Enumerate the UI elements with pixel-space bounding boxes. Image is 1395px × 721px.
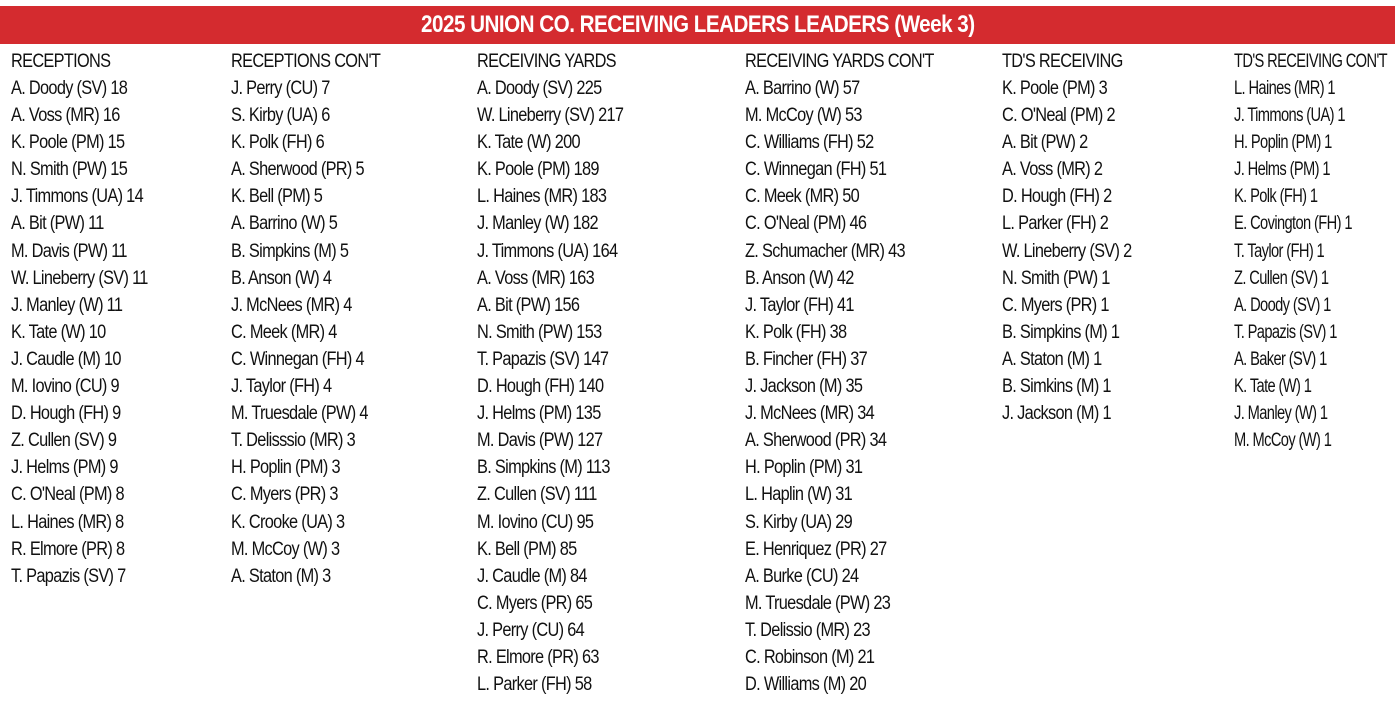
list-item: C. Myers (PR) 3 xyxy=(231,484,338,506)
list-item: Z. Cullen (SV) 1 xyxy=(1234,267,1329,289)
leader-list xyxy=(745,75,934,698)
list-item: B. Simkins (M) 1 xyxy=(1002,376,1111,398)
list-item: J. Timmons (UA) 14 xyxy=(11,186,143,208)
page-title: 2025 UNION CO. RECEIVING LEADERS LEADERS (Week 3) xyxy=(420,11,975,38)
receptions-continued-column xyxy=(231,48,380,590)
list-item: S. Kirby (UA) 29 xyxy=(745,511,853,533)
list-item: S. Kirby (UA) 6 xyxy=(231,105,330,127)
list-item: J. Taylor (FH) 41 xyxy=(745,294,854,316)
list-item: H. Poplin (PM) 31 xyxy=(745,457,863,479)
list-item: A. Burke (CU) 24 xyxy=(745,565,859,587)
list-item: E. Covington (FH) 1 xyxy=(1234,213,1352,235)
list-item: J. McNees (MR) 34 xyxy=(745,403,875,425)
list-item: C. O'Neal (PM) 46 xyxy=(745,213,867,235)
leader-list xyxy=(1234,75,1387,454)
list-item: M. McCoy (W) 3 xyxy=(231,538,340,560)
receiving-yards-continued-column xyxy=(745,48,934,698)
list-item: T. Taylor (FH) 1 xyxy=(1234,240,1325,262)
list-item: H. Poplin (PM) 1 xyxy=(1234,132,1332,154)
list-item: J. Perry (CU) 64 xyxy=(477,619,585,641)
column-header: TD'S RECEIVING xyxy=(1002,51,1123,72)
leader-list xyxy=(231,75,380,590)
list-item: W. Lineberry (SV) 217 xyxy=(477,105,624,127)
list-item: T. Papazis (SV) 147 xyxy=(477,348,609,370)
list-item: D. Hough (FH) 9 xyxy=(11,403,121,425)
list-item: K. Tate (W) 10 xyxy=(11,321,106,343)
list-item: T. Papazis (SV) 1 xyxy=(1234,321,1337,343)
list-item: A. Staton (M) 3 xyxy=(231,565,331,587)
list-item: K. Polk (FH) 38 xyxy=(745,321,847,343)
list-item: J. Jackson (M) 1 xyxy=(1002,403,1111,425)
list-item: A. Baker (SV) 1 xyxy=(1234,348,1327,370)
leader-list xyxy=(11,75,148,590)
list-item: B. Simpkins (M) 113 xyxy=(477,457,610,479)
list-item: L. Haplin (W) 31 xyxy=(745,484,853,506)
list-item: C. Winnegan (FH) 4 xyxy=(231,348,364,370)
column-header: RECEIVING YARDS CON'T xyxy=(745,51,934,72)
list-item: C. Robinson (M) 21 xyxy=(745,646,875,668)
list-item: R. Elmore (PR) 63 xyxy=(477,646,599,668)
list-item: C. Myers (PR) 65 xyxy=(477,592,593,614)
column-header: RECEPTIONS xyxy=(11,51,111,72)
list-item: K. Polk (FH) 1 xyxy=(1234,186,1318,208)
list-item: J. Manley (W) 182 xyxy=(477,213,598,235)
td-receiving-continued-column xyxy=(1234,48,1387,454)
list-item: A. Bit (PW) 11 xyxy=(11,213,104,235)
list-item: L. Parker (FH) 2 xyxy=(1002,213,1109,235)
list-item: B. Simpkins (M) 1 xyxy=(1002,321,1120,343)
list-item: W. Lineberry (SV) 2 xyxy=(1002,240,1132,262)
list-item: M. Truesdale (PW) 23 xyxy=(745,592,891,614)
list-item: M. Truesdale (PW) 4 xyxy=(231,403,368,425)
list-item: W. Lineberry (SV) 11 xyxy=(11,267,148,289)
leader-list xyxy=(1002,75,1131,427)
column-header: RECEPTIONS CON'T xyxy=(231,51,381,72)
list-item: A. Doody (SV) 18 xyxy=(11,78,128,99)
list-item: K. Poole (PM) 3 xyxy=(1002,78,1108,99)
list-item: K. Bell (PM) 5 xyxy=(231,186,323,208)
list-item: M. McCoy (W) 53 xyxy=(745,105,862,127)
list-item: A. Barrino (W) 5 xyxy=(231,213,338,235)
list-item: H. Poplin (PM) 3 xyxy=(231,457,340,479)
receiving-yards-column xyxy=(477,48,623,698)
list-item: J. Manley (W) 1 xyxy=(1234,403,1328,425)
list-item: L. Haines (MR) 8 xyxy=(11,511,124,533)
list-item: L. Haines (MR) 183 xyxy=(477,186,607,208)
list-item: J. Caudle (M) 10 xyxy=(11,348,121,370)
list-item: T. Papazis (SV) 7 xyxy=(11,565,126,587)
list-item: A. Sherwood (PR) 5 xyxy=(231,159,364,181)
list-item: C. O'Neal (PM) 2 xyxy=(1002,105,1115,127)
list-item: A. Bit (PW) 2 xyxy=(1002,132,1088,154)
list-item: D. Hough (FH) 140 xyxy=(477,376,604,398)
list-item: M. Davis (PW) 11 xyxy=(11,240,127,262)
list-item: J. Helms (PM) 1 xyxy=(1234,159,1330,181)
list-item: A. Barrino (W) 57 xyxy=(745,78,860,99)
leader-list xyxy=(477,75,623,698)
list-item: A. Doody (SV) 225 xyxy=(477,78,602,99)
list-item: B. Fincher (FH) 37 xyxy=(745,348,867,370)
list-item: B. Anson (W) 4 xyxy=(231,267,332,289)
column-header: RECEIVING YARDS xyxy=(477,51,616,72)
list-item: J. Manley (W) 11 xyxy=(11,294,123,316)
list-item: N. Smith (PW) 1 xyxy=(1002,267,1110,289)
list-item: K. Poole (PM) 189 xyxy=(477,159,599,181)
list-item: T. Delissio (MR) 23 xyxy=(745,619,870,641)
list-item: K. Poole (PM) 15 xyxy=(11,132,125,154)
list-item: C. O'Neal (PM) 8 xyxy=(11,484,124,506)
list-item: J. Caudle (M) 84 xyxy=(477,565,587,587)
list-item: D. Hough (FH) 2 xyxy=(1002,186,1112,208)
list-item: M. Iovino (CU) 95 xyxy=(477,511,594,533)
list-item: A. Voss (MR) 163 xyxy=(477,267,595,289)
list-item: C. Winnegan (FH) 51 xyxy=(745,159,887,181)
list-item: A. Voss (MR) 16 xyxy=(11,105,120,127)
list-item: Z. Cullen (SV) 111 xyxy=(477,484,597,506)
list-item: R. Elmore (PR) 8 xyxy=(11,538,125,560)
list-item: T. Delisssio (MR) 3 xyxy=(231,430,356,452)
list-item: C. Meek (MR) 50 xyxy=(745,186,860,208)
list-item: J. Jackson (M) 35 xyxy=(745,376,863,398)
list-item: D. Williams (M) 20 xyxy=(745,674,867,696)
list-item: J. Timmons (UA) 1 xyxy=(1234,105,1345,127)
list-item: K. Polk (FH) 6 xyxy=(231,132,324,154)
list-item: A. Doody (SV) 1 xyxy=(1234,294,1331,316)
list-item: A. Bit (PW) 156 xyxy=(477,294,580,316)
list-item: K. Crooke (UA) 3 xyxy=(231,511,345,533)
list-item: B. Simpkins (M) 5 xyxy=(231,240,349,262)
list-item: K. Tate (W) 200 xyxy=(477,132,580,154)
list-item: J. Perry (CU) 7 xyxy=(231,78,330,99)
list-item: J. McNees (MR) 4 xyxy=(231,294,352,316)
list-item: J. Timmons (UA) 164 xyxy=(477,240,618,262)
list-item: C. Williams (FH) 52 xyxy=(745,132,874,154)
receptions-column xyxy=(11,48,148,590)
list-item: A. Staton (M) 1 xyxy=(1002,348,1102,370)
list-item: J. Taylor (FH) 4 xyxy=(231,376,332,398)
list-item: A. Voss (MR) 2 xyxy=(1002,159,1103,181)
list-item: L. Haines (MR) 1 xyxy=(1234,78,1335,99)
list-item: M. Davis (PW) 127 xyxy=(477,430,603,452)
list-item: C. Myers (PR) 1 xyxy=(1002,294,1109,316)
list-item: M. Iovino (CU) 9 xyxy=(11,376,119,398)
list-item: N. Smith (PW) 153 xyxy=(477,321,602,343)
list-item: J. Helms (PM) 135 xyxy=(477,403,601,425)
list-item: N. Smith (PW) 15 xyxy=(11,159,128,181)
list-item: M. McCoy (W) 1 xyxy=(1234,430,1332,452)
list-item: K. Bell (PM) 85 xyxy=(477,538,577,560)
title-banner xyxy=(0,6,1395,44)
list-item: C. Meek (MR) 4 xyxy=(231,321,337,343)
column-header: TD'S RECEIVING CON'T xyxy=(1234,51,1387,72)
list-item: B. Anson (W) 42 xyxy=(745,267,854,289)
td-receiving-column xyxy=(1002,48,1131,427)
list-item: K. Tate (W) 1 xyxy=(1234,376,1312,398)
list-item: Z. Schumacher (MR) 43 xyxy=(745,240,905,262)
list-item: J. Helms (PM) 9 xyxy=(11,457,118,479)
list-item: A. Sherwood (PR) 34 xyxy=(745,430,887,452)
list-item: E. Henriquez (PR) 27 xyxy=(745,538,887,560)
list-item: L. Parker (FH) 58 xyxy=(477,674,592,696)
list-item: Z. Cullen (SV) 9 xyxy=(11,430,117,452)
